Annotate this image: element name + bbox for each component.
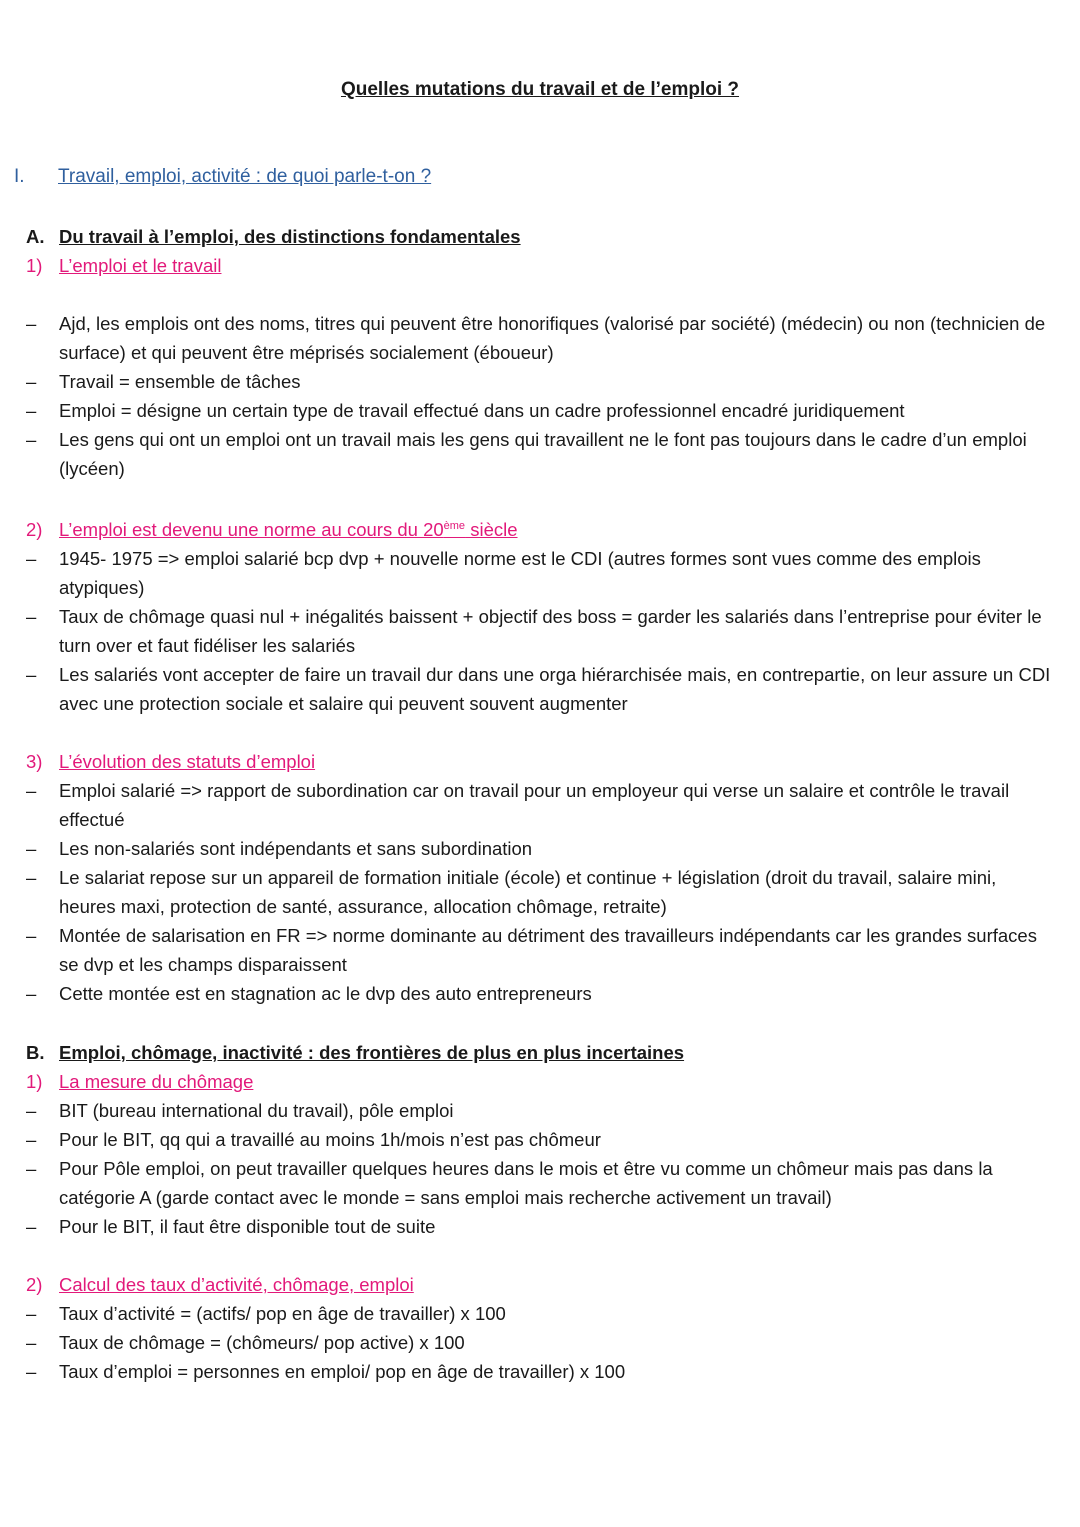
section-number: A.	[26, 226, 45, 247]
subsection-heading	[26, 251, 1056, 280]
list-item: – Le salariat repose sur un appareil de formation initiale (école) et continue + législation (droit du travail, salaire mini, heures maxi, protection de santé, assurance, allocation chômage, retraite)	[26, 863, 1056, 921]
list-item: – Taux d’emploi = personnes en emploi/ pop en âge de travailler) x 100	[26, 1357, 1056, 1386]
subsection-title	[59, 519, 518, 540]
list-item: – Les salariés vont accepter de faire un travail dur dans une orga hiérarchisée mais, en contrepartie, on leur assure un CDI avec une protection sociale et salaire qui peuvent souvent augmenter	[26, 660, 1056, 718]
bullet-list	[26, 776, 1056, 1008]
subsection-number: 1)	[26, 1071, 43, 1092]
list-item: – BIT (bureau international du travail), pôle emploi	[26, 1096, 1056, 1125]
subsection-title: L’emploi et le travail	[59, 255, 222, 276]
part-number: I.	[14, 166, 25, 187]
section-title: Emploi, chômage, inactivité : des frontières de plus en plus incertaines	[59, 1042, 685, 1063]
list-item: – Pour Pôle emploi, on peut travailler quelques heures dans le mois et être vu comme un chômeur mais pas dans la catégorie A (garde contact avec le monde = sans emploi mais recherche activement un travail)	[26, 1154, 1056, 1212]
list-item: – Cette montée est en stagnation ac le dvp des auto entrepreneurs	[26, 979, 1056, 1008]
list-item: – Les gens qui ont un emploi ont un travail mais les gens qui travaillent ne le font pas toujours dans le cadre d’un emploi (lycéen)	[26, 425, 1056, 483]
subsection-title: L’évolution des statuts d’emploi	[59, 751, 316, 773]
subsection-number: 2)	[26, 519, 43, 541]
list-item: – Emploi = désigne un certain type de travail effectué dans un cadre professionnel encadré juridiquement	[26, 396, 1056, 425]
list-item: – Pour le BIT, il faut être disponible tout de suite	[26, 1212, 1056, 1241]
bullet-list	[26, 309, 1056, 483]
list-item: – Pour le BIT, qq qui a travaillé au moins 1h/mois n’est pas chômeur	[26, 1125, 1056, 1154]
section-heading	[26, 1038, 1056, 1067]
subsection-heading	[26, 512, 1056, 544]
subsection-heading	[26, 747, 1056, 776]
bullet-list	[26, 1299, 1056, 1386]
subsection-title-suffix: siècle	[465, 519, 518, 541]
subsection-number: 1)	[26, 255, 43, 276]
bullet-list	[26, 1096, 1056, 1241]
superscript: ème	[443, 520, 466, 532]
subsection-title: La mesure du chômage	[59, 1071, 254, 1092]
section-heading	[26, 222, 1056, 251]
part-heading	[14, 166, 1064, 188]
subsection-number: 3)	[26, 751, 43, 773]
section-number: B.	[26, 1042, 45, 1063]
list-item: – Ajd, les emplois ont des noms, titres qui peuvent être honorifiques (valorisé par société) (médecin) ou non (technicien de surface) et qui peuvent être méprisés socialement (éboueur)	[26, 309, 1056, 367]
part-title: Travail, emploi, activité : de quoi parle-t-on ?	[58, 166, 432, 187]
subsection-title-text: L’emploi est devenu une norme au cours du 20	[59, 519, 444, 541]
list-item: – Montée de salarisation en FR => norme dominante au détriment des travailleurs indépendants car les grandes surfaces se dvp et les champs disparaissent	[26, 921, 1056, 979]
subsection-title: Calcul des taux d’activité, chômage, emploi	[59, 1274, 414, 1295]
list-item: – Les non-salariés sont indépendants et sans subordination	[26, 834, 1056, 863]
list-item: – Emploi salarié => rapport de subordination car on travail pour un employeur qui verse un salaire et contrôle le travail effectué	[26, 776, 1056, 834]
subsection-heading	[26, 1270, 1056, 1299]
section-b	[26, 1038, 1056, 1386]
section-title: Du travail à l’emploi, des distinctions fondamentales	[59, 226, 521, 247]
list-item: – Taux de chômage quasi nul + inégalités baissent + objectif des boss = garder les salariés dans l’entreprise pour éviter le turn over et faut fidéliser les salariés	[26, 602, 1056, 660]
list-item: – 1945- 1975 => emploi salarié bcp dvp + nouvelle norme est le CDI (autres formes sont vues comme des emplois atypiques)	[26, 544, 1056, 602]
page-title: Quelles mutations du travail et de l’emploi ?	[340, 79, 740, 100]
list-item: – Taux d’activité = (actifs/ pop en âge de travailler) x 100	[26, 1299, 1056, 1328]
bullet-list	[26, 544, 1056, 718]
subsection-number: 2)	[26, 1274, 43, 1295]
section-a	[26, 222, 1056, 1008]
subsection-heading	[26, 1067, 1056, 1096]
list-item: – Taux de chômage = (chômeurs/ pop active) x 100	[26, 1328, 1056, 1357]
list-item: – Travail = ensemble de tâches	[26, 367, 1056, 396]
